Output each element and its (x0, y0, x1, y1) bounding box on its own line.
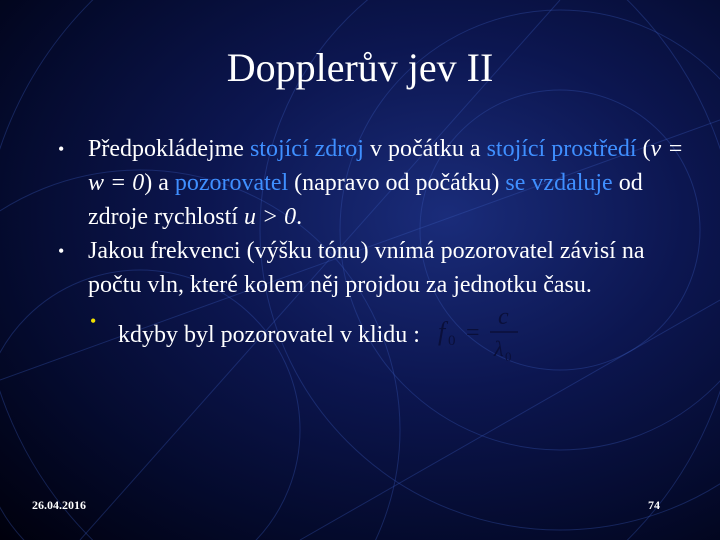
formula-denominator-subscript: 0 (504, 349, 512, 364)
text-segment: (napravo od počátku) (288, 170, 506, 196)
text-segment: v = w = 0 (88, 136, 684, 196)
formula-lhs-subscript: 0 (447, 333, 456, 349)
bullet-dot-icon: • (58, 139, 65, 159)
formula-equals: = (465, 320, 480, 346)
text-segment: od zdroje rychlostí (88, 170, 643, 230)
bullet-text: Jakou frekvenci (výšku tónu) vnímá pozorovatel závisí na počtu vln, které kolem něj projdou za jednotku času. (88, 238, 645, 298)
formula-denominator: λ (493, 336, 504, 361)
highlighted-term: stojící prostředí (486, 136, 637, 162)
formula-lhs: f (437, 317, 446, 346)
highlighted-term: stojící zdroj (249, 136, 364, 162)
highlighted-term: pozorovatel (174, 170, 289, 196)
slide-content (58, 132, 688, 364)
bullet-text (88, 136, 683, 230)
text-segment: . (296, 204, 303, 230)
sub-bullet-text: kdyby byl pozorovatel v klidu : (118, 322, 420, 348)
sub-bullet-dot-icon: • (90, 311, 97, 331)
highlighted-term: se vzdaluje (505, 170, 613, 196)
footer-date: 26.04.2016 (32, 498, 86, 512)
text-segment: ( (636, 136, 651, 162)
text-segment: Předpokládejme (88, 136, 250, 162)
bullet-item (58, 132, 688, 234)
frequency-formula (426, 304, 526, 364)
bullet-item (58, 234, 688, 302)
text-segment: u > 0 (243, 204, 297, 230)
slide-title: Dopplerův jev II (226, 45, 494, 90)
formula-numerator: c (497, 304, 509, 330)
bullet-dot-icon: • (58, 241, 65, 261)
sub-bullet-item (90, 304, 688, 364)
text-segment: ) a (144, 170, 175, 196)
text-segment: v počátku a (363, 136, 487, 162)
page-number: 74 (648, 498, 660, 512)
